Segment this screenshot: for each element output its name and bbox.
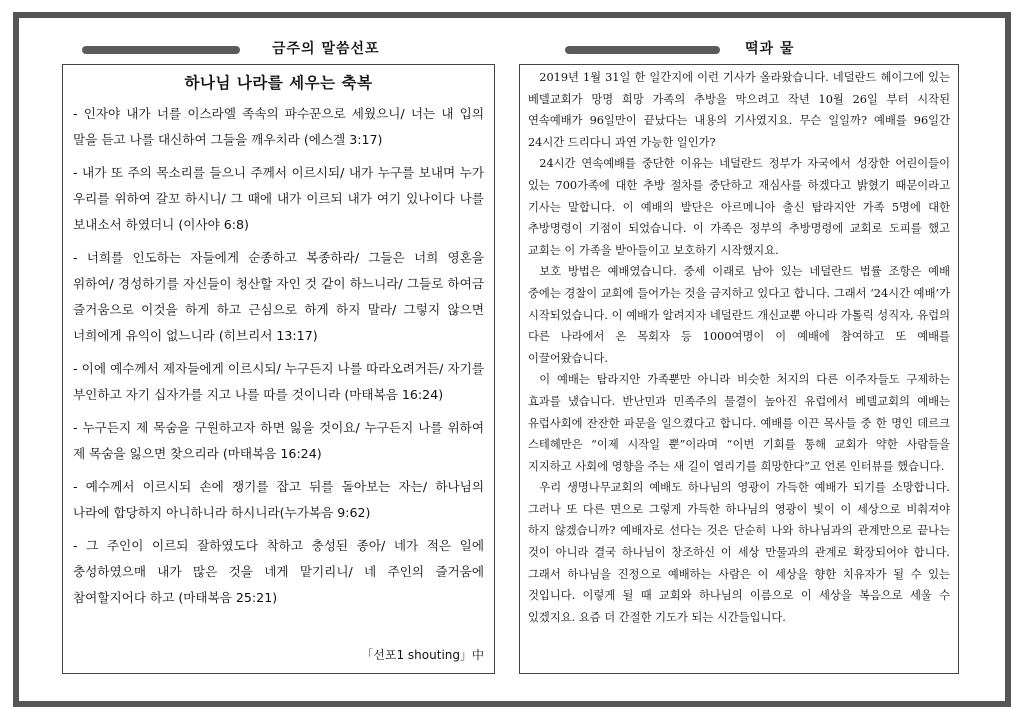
verse-item: - 내가 또 주의 목소리를 들으니 주께서 이르시되/ 내가 누구를 보내며 누가 우리를 위하여 갈꼬 하시니/ 그 때에 내가 이르되 내가 여기 있나이다 나를 보내소서 하였더니 (이사야 6:8) [73,165,484,232]
verse-item: - 이에 예수께서 제자들에게 이르시되/ 누구든지 나를 따라오려거든/ 자기를 부인하고 자기 십자가를 지고 나를 따를 것이니라 (마태복음 16:24) [73,361,484,402]
header-bar-decoration [82,46,240,54]
sermon-box [62,64,495,674]
verse-item: - 그 주인이 이르되 잘하였도다 착하고 충성된 종아/ 네가 적은 일에 충성하였으매 내가 많은 것을 네게 맡기리니/ 네 주인의 즐거움에 참여할지어다 하고 (마태복음 25:21) [73,538,484,605]
source-citation: 「선포1 shouting」中 [361,648,484,662]
article-paragraph: 24시간 연속예배를 중단한 이유는 네덜란드 정부가 자국에서 성장한 어린이들이 있는 700가족에 대한 추방 절차를 중단하고 재심사를 하겠다고 밝혔기 때문이라고 기사는 말합니다. 이 예배의 발단은 아르메니아 출신 탐라지안 가족 5명에 대한 추방명령이 기점이 되었습니다. 이 가족은 정부의 추방명령에 교회로 도피를 했고 교회는 이 가족을 받아들이고 보호하기 시작했지요. [528,157,950,257]
left-header-title: 금주의 말씀선포 [272,41,380,57]
right-column-header [565,38,965,58]
article-box [519,64,959,674]
article-paragraph: 우리 생명나무교회의 예배도 하나님의 영광이 가득한 예배가 되기를 소망합니다. 그러나 또 다른 면으로 그렇게 가득한 하나님의 영광이 빛이 이 세상으로 비춰져야 하지 않겠습니까? 예배자로 선다는 것은 단순히 나와 하나님과의 관계만으로 끝나는 것이 아니라 결국 하나님이 창조하신 이 세상 만물과의 관계로 확장되어야 합니다. 그래서 하나님을 진정으로 예배하는 사람은 이 세상을 향한 치유자가 될 수 있는 것입니다. 이렇게 될 때 교회와 하나님의 이름으로 이 세상을 복음으로 세울 수 있겠지요. 요즘 더 간절한 기도가 되는 시간들입니다. [528,481,950,624]
verse-item: - 누구든지 제 목숨을 구원하고자 하면 잃을 것이요/ 누구든지 나를 위하여 제 목숨을 잃으면 찾으리라 (마태복음 16:24) [73,420,484,461]
sermon-title: 하나님 나라를 세우는 축복 [184,74,373,92]
verse-item: - 인자야 내가 너를 이스라엘 족속의 파수꾼으로 세웠으니/ 너는 내 입의 말을 듣고 나를 대신하여 그들을 깨우치라 (에스겔 3:17) [73,106,484,147]
article-paragraph: 이 예배는 탐라지안 가족뿐만 아니라 비슷한 처지의 다른 이주자들도 구제하는 효과를 냈습니다. 반난민과 민족주의 물결이 높아진 유럽에서 베델교회의 예배는 유럽사회에 잔잔한 파문을 일으켰다고 합니다. 예배를 이끈 목사들 중 한 명인 데르크 스테헤만은 “이제 시작일 뿐”이라며 “이번 기회를 통해 교회가 약한 사람들을 지지하고 사회에 영향을 주는 새 길이 열리기를 희망한다”고 언론 인터뷰를 했습니다. [528,373,950,473]
article-paragraph: 보호 방법은 예배였습니다. 중세 이래로 남아 있는 네덜란드 법률 조항은 예배 중에는 경찰이 교회에 들어가는 것을 금지하고 있다고 합니다. 그래서 ‘24시간 예배’가 시작되었습니다. 이 예배가 알려지자 네덜란드 개신교뿐 아니라 가톨릭 성직자, 유럽의 다른 나라에서 온 목회자 등 1000여명이 이 예배에 참여하고 또 예배를 이끌어왔습니다. [528,265,950,365]
right-header-title: 떡과 물 [745,41,795,57]
verse-item: - 너희를 인도하는 자들에게 순종하고 복종하라/ 그들은 너희 영혼을 위하여/ 경성하기를 자신들이 청산할 자인 것 같이 하느니라/ 그들로 하여금 즐거움으로 이것을 하게 하고 근심으로 하게 하지 말라/ 그렇지 않으면 너희에게 유익이 없느니라 (히브리서 13:17) [73,250,484,343]
article-paragraph: 2019년 1월 31일 한 일간지에 이런 기사가 올라왔습니다. 네덜란드 헤이그에 있는 베델교회가 망명 희망 가족의 추방을 막으려고 작년 10월 26일 부터 시작된 연속예배가 96일만이 끝났다는 내용의 기사였지요. 무슨 일일까? 예배를 96일간 24시간 드리다니 과연 가능한 일인가? [528,71,950,149]
left-column-header [82,38,502,58]
header-bar-decoration [565,46,720,54]
verse-item: - 예수께서 이르시되 손에 쟁기를 잡고 뒤를 돌아보는 자는/ 하나님의 나라에 합당하지 아니하니라 하시니라(누가복음 9:62) [73,479,484,520]
